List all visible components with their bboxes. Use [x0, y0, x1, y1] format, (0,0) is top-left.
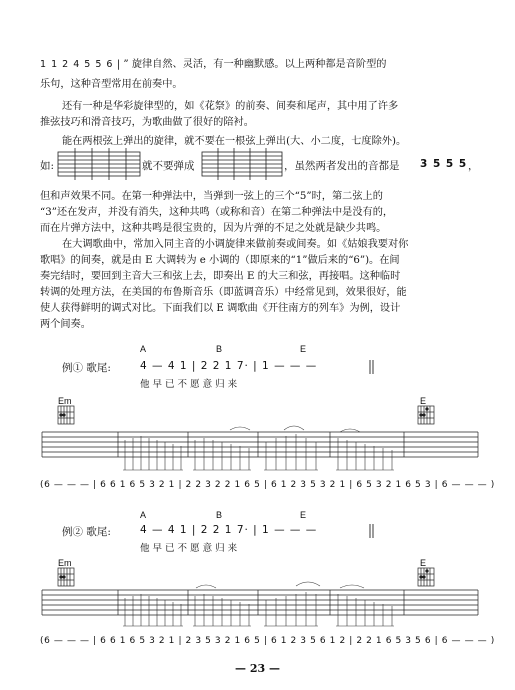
example-2-label: 例② 歌尾:	[62, 526, 111, 538]
e-chord-diagram-1	[418, 406, 434, 424]
intro-text-1: 旋律自然、灵活，有一种幽默感。以上两种都是音阶型的	[131, 59, 387, 70]
paragraph-line: 还有一种是华彩旋律型的，如《花祭》的前奏、间奏和尾声，其中用了许多	[62, 101, 399, 112]
paragraph-line: 转调的处理方法，在美国的布鲁斯音乐（即蓝调音乐）中经常见到，效果很好，能	[40, 287, 407, 298]
em-chord-diagram-2	[58, 568, 74, 586]
paragraph-line: 能在两根弦上弹出的旋律，就不要在一根弦上弹出(大、小二度，七度除外)。	[62, 136, 407, 147]
example-1-chordbox-label: E	[420, 396, 427, 406]
paragraph-line: 歌唱》的间奏，就是由 E 大调转为 e 小调的（即原来的“1”做后来的“6”)。在间	[40, 255, 400, 266]
paragraph-line: 奏完结时，要回到主音大三和弦上去，即奏出 E 的大三和弦，再接唱。这种临时	[40, 271, 401, 282]
example-bars	[370, 360, 373, 538]
paragraph-line: 使人获得鲜明的调式对比。下面我们以 E 调歌曲《开往南方的列车》为例，设计	[40, 303, 401, 314]
example-2-tab-staff	[42, 590, 478, 615]
example-1-bottom-notation: (6 — — — | 6 6 1 6 5 3 2 1 | 2 2 3 2 2 1 6 5 | 6 1 2 3 5 3 2 1 | 6 5 3 2 1 6 5 3 | 6 — — — )	[40, 480, 495, 490]
paragraph-line: 在大调歌曲中，常加入同主音的小调旋律来做前奏或间奏。如《姑娘我要对你	[62, 239, 409, 250]
example-2-chord: E	[300, 510, 307, 520]
paragraph-line: “3”还在发声，并没有消失，这种共鸣（或称和音）在第二种弹法中是没有的，	[40, 207, 394, 218]
example-1-notes: 4 — 4 1 | 2 2 1 7· | 1 — — —	[140, 360, 318, 372]
example-1-ties	[230, 426, 360, 432]
intro-notes: 1 1 2 4 5 5 6	[40, 59, 114, 70]
example-1-chord: E	[300, 344, 307, 354]
example-1-chordbox-label: Em	[58, 396, 72, 406]
example-2-bottom-notation: (6 — — — | 6 6 1 6 5 3 2 1 | 2 3 5 3 2 1 6 5 | 6 1 2 3 5 6 1 2 | 2 2 1 6 5 3 5 6 | 6 — — — )	[40, 636, 495, 646]
example-1-label: 例① 歌尾:	[62, 362, 111, 374]
example-2-lyrics: 他 早 已 不 愿 意 归 来	[140, 543, 238, 554]
intro-line-2: 乐句，这种音型常用在前奏中。	[40, 79, 183, 90]
compare-suffix: ，虽然两者发出的音都是	[284, 160, 400, 172]
example-2-chord: B	[216, 510, 223, 520]
example-2-chordbox-label: E	[420, 558, 427, 568]
e-chord-diagram-2	[418, 568, 434, 586]
example-2-chordbox-label: Em	[58, 558, 72, 568]
compare-prefix: 如:	[40, 160, 55, 172]
paragraph-line: 两个间奏。	[40, 319, 91, 330]
example-1-chord: A	[140, 344, 147, 354]
em-chord-diagram-1	[58, 406, 74, 424]
example-2-note-stems	[123, 592, 394, 626]
example-1-chord: B	[216, 344, 223, 354]
example-2-ties	[196, 582, 364, 588]
paragraph-line: 但和声效果不同。在第一种弹法中，当弹到一弦上的三个“5”时，第二弦上的	[40, 191, 383, 202]
paragraph-line: 推弦技巧和滑音技巧，为歌曲做了很好的陪衬。	[40, 117, 254, 128]
intro-line-1: 1 1 2 4 5 5 6 | ” 旋律自然、灵活，有一种幽默感。以上两种都是音阶型的	[40, 59, 387, 70]
compare-tab-1	[58, 148, 140, 180]
paragraph-line: 而在片弹方法中，这种共鸣是很宝贵的，因为片弹的不足之处就是缺少共鸣。	[40, 223, 387, 234]
example-1-lyrics: 他 早 已 不 愿 意 归 来	[140, 379, 238, 390]
compare-middle: 就不要弹成	[142, 160, 195, 172]
page-number: — 23 —	[235, 662, 280, 675]
example-2-chord: A	[140, 510, 147, 520]
compare-notes: 3 5 5 5	[420, 158, 468, 170]
compare-end: ，	[468, 160, 479, 172]
example-1-tab-staff	[42, 432, 478, 457]
compare-tab-2	[202, 148, 282, 180]
example-2-notes: 4 — 4 1 | 2 2 1 7· | 1 — — —	[140, 524, 318, 536]
